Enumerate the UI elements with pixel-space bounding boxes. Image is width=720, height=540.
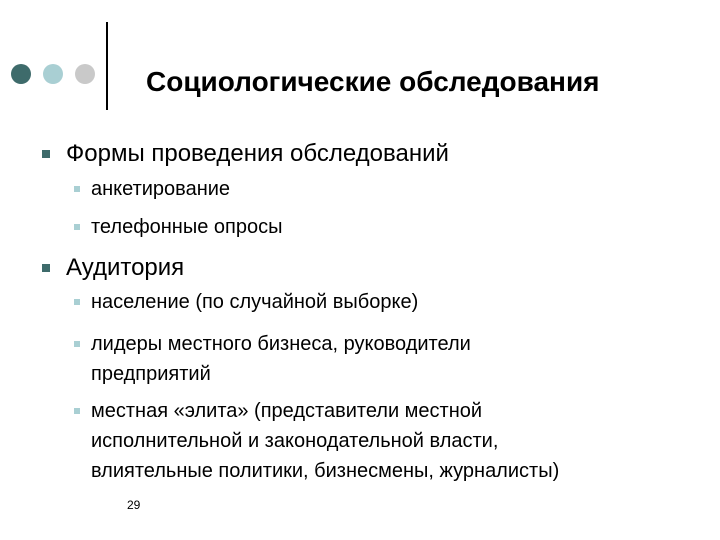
sub-bullet-text: анкетирование — [91, 178, 231, 200]
circle-dot-icon — [75, 64, 95, 84]
sub-bullet-text: телефонные опросы — [91, 216, 283, 238]
sub-bullet-text: лидеры местного бизнеса, руководители — [91, 333, 471, 355]
circle-dot-icon — [43, 64, 63, 84]
slide-title: Социологические обследования — [146, 66, 600, 97]
square-bullet-icon — [74, 341, 80, 347]
bullet-item: Аудитория — [66, 254, 185, 281]
bullet-item: Формы проведения обследований — [66, 140, 449, 167]
sub-bullet-text: предприятий — [91, 363, 211, 385]
sub-bullet-item — [91, 174, 230, 204]
sub-bullet-item — [91, 212, 282, 242]
circle-dot-icon — [11, 64, 31, 84]
sub-bullet-text: население (по случайной выборке) — [91, 291, 419, 313]
sub-bullet-text: местная «элита» (представители местной — [91, 400, 483, 422]
sub-bullet-item — [91, 329, 471, 389]
square-bullet-icon — [42, 264, 50, 272]
square-bullet-icon — [74, 186, 80, 192]
square-bullet-icon — [74, 408, 80, 414]
sub-bullet-text: исполнительной и законодательной власти, — [91, 430, 499, 452]
sub-bullet-text: влиятельные политики, бизнесмены, журналисты) — [91, 460, 560, 482]
sub-bullet-item — [91, 287, 418, 317]
square-bullet-icon — [42, 150, 50, 158]
square-bullet-icon — [74, 224, 80, 230]
sub-bullet-item — [91, 396, 559, 486]
page-number: 29 — [127, 498, 141, 512]
decorative-dots — [11, 64, 97, 86]
square-bullet-icon — [74, 299, 80, 305]
title-divider — [106, 22, 108, 110]
